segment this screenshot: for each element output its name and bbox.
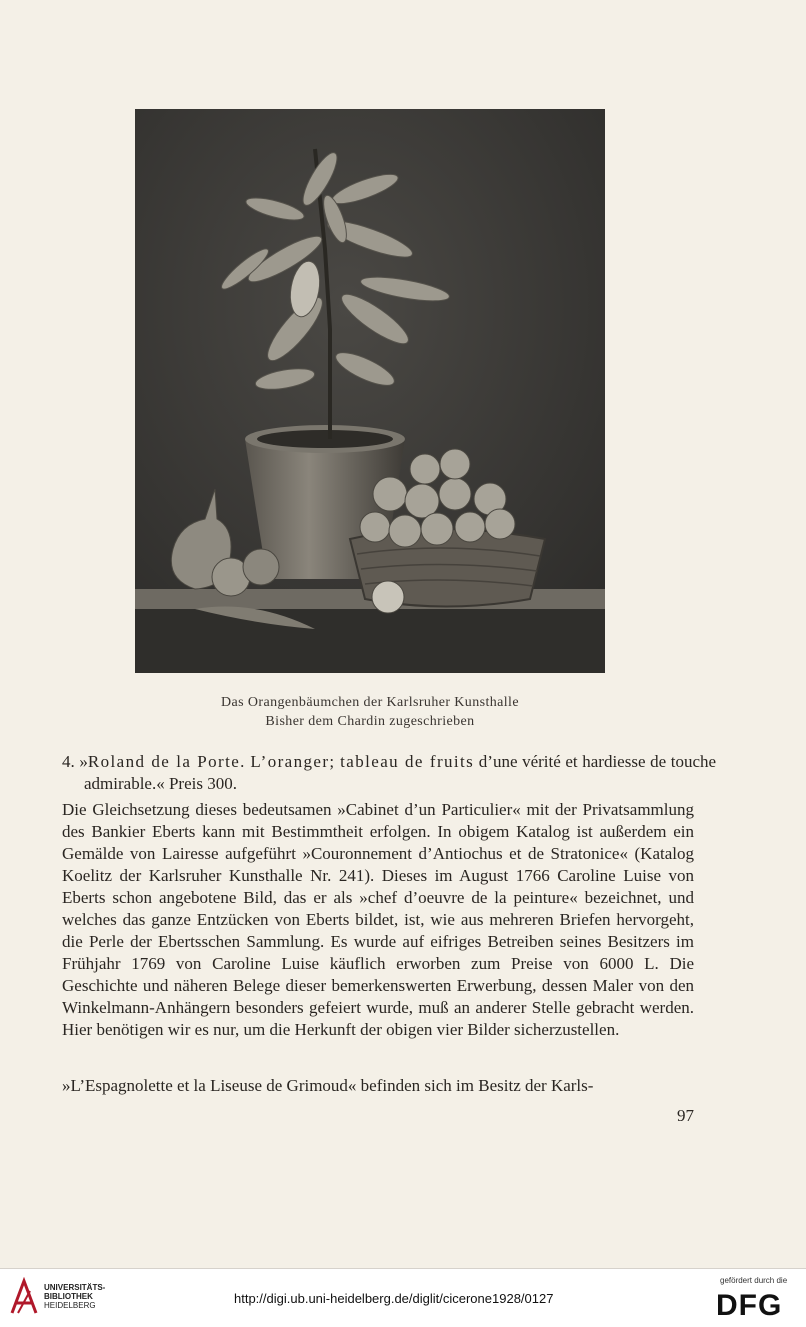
still-life-painting-image (135, 109, 605, 673)
painting-illustration (135, 109, 605, 673)
catalog-entry-item (62, 751, 716, 795)
item-author: Roland de la Porte. (87, 752, 246, 771)
item-number: 4. » (62, 752, 88, 771)
permalink-url[interactable]: http://digi.ub.uni-heidelberg.de/diglit/cicerone1928/0127 (234, 1291, 554, 1306)
body-paragraph-continued: »L’Espagnolette et la Liseuse de Grimoud« befinden sich im Besitz der Karls- (62, 1076, 594, 1095)
item-rest-text: d’une vérité et hardiesse de touche admirable.« Preis 300. (84, 752, 717, 793)
funding-label: gefördert durch die (720, 1276, 788, 1285)
item-spaced-text: tableau de fruits (340, 752, 475, 771)
viewer-footer-bar (0, 1268, 806, 1327)
university-library-logo-icon (8, 1277, 40, 1317)
dfg-logo[interactable]: DFG (716, 1289, 783, 1322)
figure-caption-title: Das Orangenbäumchen der Karlsruher Kunsthalle (221, 695, 519, 710)
body-paragraph: Die Gleichsetzung dieses bedeutsamen »Cabinet d’un Particulier« mit der Privatsammlung des Bankier Eberts kann mit Bestimmtheit erfolgen. In obigem Katalog ist außerdem ein Gemälde von Lairesse aufgeführt »Couronnement d’Antiochus et de Stratonice« (Katalog Koelitz der Karlsruher Kunsthalle Nr. 241). Dieses im August 1766 Caroline Luise von Eberts schon angebotene Bild, das er als »chef d’oeuvre de la peinture« bezeichnet, und welches das ganze Entzücken von Eberts bildet, ist, wie aus mehreren Briefen hervorgeht, die Perle der Ebertsschen Sammlung. Es wurde auf eifriges Betreiben seines Besitzers im Frühjahr 1769 von Caroline Luise käuflich erworben zum Preise von 6000 L. Die Geschichte und näheren Belege dieser bemerkenswerten Erwerbung, dessen Maler von den Winkelmann-Anhängern besonders gefeiert wurde, muß an anderer Stelle gebracht werden. Hier benötigen wir es nur, um die Herkunft der obigen vier Bilder sicherzustellen. (62, 800, 694, 1039)
figure-caption-attribution: Bisher dem Chardin zugeschrieben (265, 714, 475, 729)
page-number: 97 (677, 1106, 694, 1125)
library-name: UNIVERSITÄTS- BIBLIOTHEK HEIDELBERG (44, 1283, 106, 1310)
item-title: L’oranger; (250, 752, 336, 771)
